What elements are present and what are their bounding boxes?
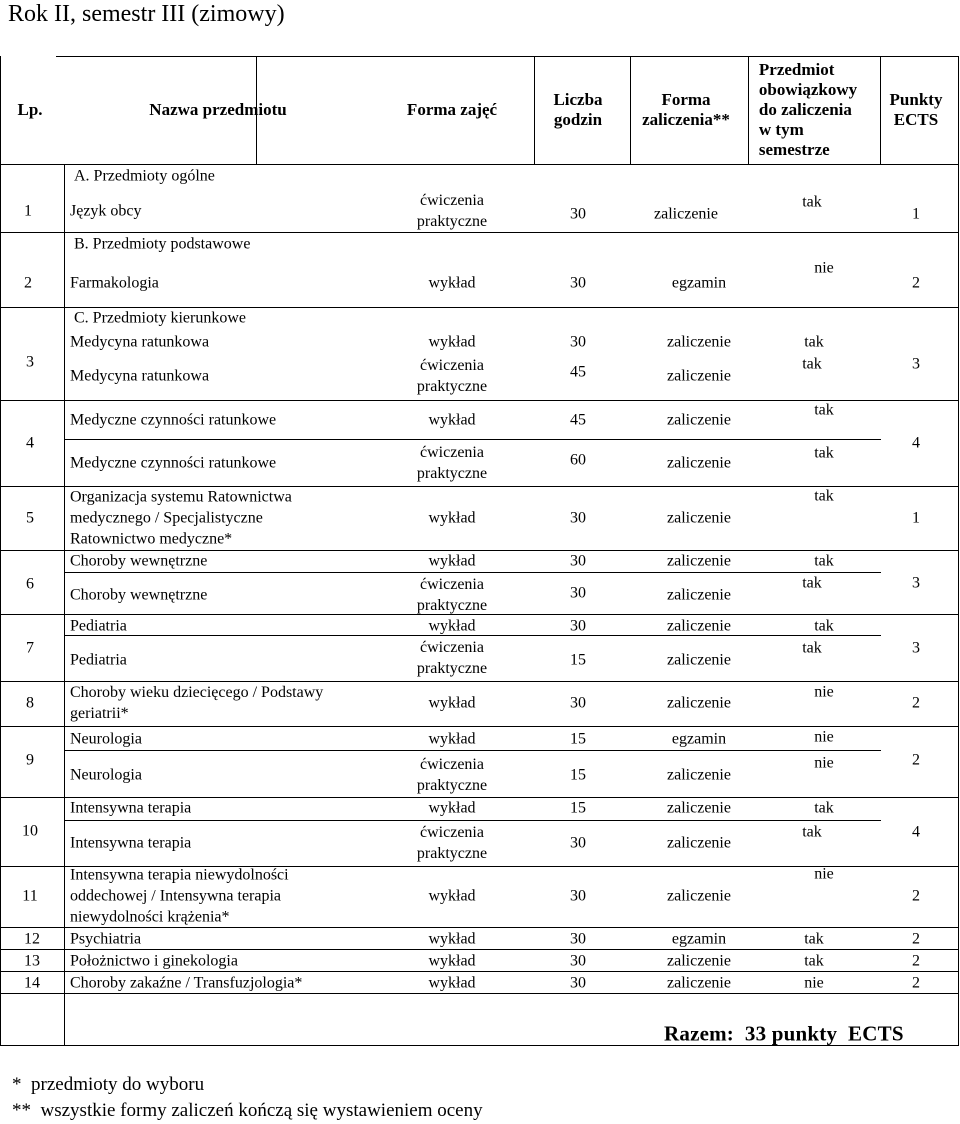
class-form: ćwiczenia praktyczne — [416, 824, 488, 862]
mandatory-flag: nie — [804, 974, 824, 992]
hours-count: 30 — [570, 694, 586, 712]
subject-name: Medyczne czynności ratunkowe — [70, 411, 277, 429]
grid-line — [534, 56, 535, 165]
grid-line — [64, 572, 881, 573]
mandatory-flag: tak — [814, 617, 834, 635]
row-number: 6 — [26, 575, 34, 593]
class-form: ćwiczenia praktyczne — [416, 639, 488, 677]
subject-name: Farmakologia — [70, 274, 159, 292]
credit-form: zaliczenie — [667, 552, 731, 570]
hours-count: 60 — [570, 451, 586, 469]
ects-points: 2 — [912, 952, 920, 970]
hours-count: 45 — [570, 363, 586, 381]
ects-points: 4 — [912, 823, 920, 841]
subject-name: Choroby wewnętrzne — [70, 586, 208, 604]
credit-form: zaliczenie — [667, 367, 731, 385]
grid-line — [0, 949, 959, 950]
mandatory-flag: nie — [814, 865, 834, 883]
ects-points: 2 — [912, 930, 920, 948]
header-form: Forma zajęć — [406, 100, 498, 119]
ects-points: 1 — [912, 205, 920, 223]
subject-name: Intensywna terapia — [70, 834, 192, 852]
ects-points: 2 — [912, 274, 920, 292]
row-number: 4 — [26, 434, 34, 452]
subject-name: Medycyna ratunkowa — [70, 333, 210, 351]
subject-name: Choroby wewnętrzne — [70, 552, 208, 570]
credit-form: zaliczenie — [667, 834, 731, 852]
row-number: 10 — [22, 822, 38, 840]
credit-form: zaliczenie — [667, 651, 731, 669]
class-form: wykład — [428, 730, 476, 748]
class-form: wykład — [428, 509, 476, 527]
mandatory-flag: tak — [804, 333, 824, 351]
row-number: 8 — [26, 694, 34, 712]
subject-name: Intensywna terapia niewydolności oddechowej / Intensywna terapia niewydolności krążenia* — [70, 866, 289, 926]
credit-form: zaliczenie — [667, 411, 731, 429]
class-form: wykład — [428, 411, 476, 429]
grid-line — [748, 56, 749, 165]
class-form: wykład — [428, 694, 476, 712]
credit-form: zaliczenie — [667, 333, 731, 351]
class-form: ćwiczenia praktyczne — [416, 444, 488, 482]
hours-count: 30 — [570, 274, 586, 292]
credit-form: zaliczenie — [667, 454, 731, 472]
hours-count: 45 — [570, 411, 586, 429]
class-form: wykład — [428, 930, 476, 948]
class-form: wykład — [428, 274, 476, 292]
class-form: wykład — [428, 887, 476, 905]
class-form: ćwiczenia praktyczne — [416, 576, 488, 614]
footnote-grading: ** wszystkie formy zaliczeń kończą się wystawieniem oceny — [12, 1100, 483, 1121]
class-form: ćwiczenia praktyczne — [416, 357, 488, 395]
ects-points: 3 — [912, 639, 920, 657]
mandatory-flag: nie — [814, 259, 834, 277]
footnote-elective: * przedmioty do wyboru — [12, 1074, 205, 1095]
credit-form: zaliczenie — [654, 205, 718, 223]
class-form: wykład — [428, 952, 476, 970]
mandatory-flag: tak — [802, 355, 822, 373]
class-form: wykład — [428, 552, 476, 570]
ects-points: 4 — [912, 434, 920, 452]
row-number: 12 — [24, 930, 40, 948]
grid-line — [56, 56, 959, 57]
class-form: ćwiczenia praktyczne — [416, 756, 488, 794]
row-number: 11 — [22, 887, 38, 905]
ects-points: 1 — [912, 509, 920, 527]
mandatory-flag: tak — [814, 487, 834, 505]
grid-line — [880, 56, 881, 165]
credit-form: zaliczenie — [667, 617, 731, 635]
credit-form: egzamin — [671, 274, 727, 292]
hours-count: 30 — [570, 333, 586, 351]
mandatory-flag: tak — [802, 639, 822, 657]
hours-count: 30 — [570, 584, 586, 602]
grid-line — [64, 439, 881, 440]
hours-count: 30 — [570, 974, 586, 992]
mandatory-flag: nie — [814, 754, 834, 772]
mandatory-flag: nie — [814, 728, 834, 746]
mandatory-flag: tak — [802, 823, 822, 841]
class-form: wykład — [428, 974, 476, 992]
credit-form: zaliczenie — [667, 887, 731, 905]
credit-form: egzamin — [671, 730, 727, 748]
mandatory-flag: tak — [802, 193, 822, 211]
class-form: wykład — [428, 617, 476, 635]
grid-line — [0, 232, 959, 233]
subject-name: Choroby wieku dziecięcego / Podstawy geriatrii* — [70, 684, 324, 722]
subject-name: Neurologia — [70, 730, 142, 748]
credit-form: zaliczenie — [667, 694, 731, 712]
ects-points: 2 — [912, 887, 920, 905]
subject-name: Medyczne czynności ratunkowe — [70, 454, 277, 472]
credit-form: zaliczenie — [667, 974, 731, 992]
section-heading: B. Przedmioty podstawowe — [74, 235, 251, 253]
subject-name: Choroby zakaźne / Transfuzjologia* — [70, 974, 303, 992]
subject-name: Intensywna terapia — [70, 799, 192, 817]
subject-name: Pediatria — [70, 617, 127, 635]
grid-line — [0, 993, 959, 994]
hours-count: 15 — [570, 651, 586, 669]
header-ects: Punkty ECTS — [889, 90, 943, 129]
hours-count: 30 — [570, 952, 586, 970]
mandatory-flag: tak — [804, 952, 824, 970]
row-number: 1 — [24, 202, 32, 220]
class-form: wykład — [428, 333, 476, 351]
subject-name: Organizacja systemu Ratownictwa medycznego / Specjalistyczne Ratownictwo medyczne* — [70, 488, 292, 548]
row-number: 5 — [26, 509, 34, 527]
credit-form: zaliczenie — [667, 586, 731, 604]
grid-line — [0, 56, 1, 1046]
row-number: 9 — [26, 751, 34, 769]
mandatory-flag: tak — [814, 444, 834, 462]
grid-line — [630, 56, 631, 165]
row-number: 7 — [26, 639, 34, 657]
hours-count: 15 — [570, 730, 586, 748]
mandatory-flag: tak — [814, 401, 834, 419]
class-form: wykład — [428, 799, 476, 817]
class-form: ćwiczenia praktyczne — [416, 192, 488, 230]
ects-points: 3 — [912, 574, 920, 592]
row-number: 13 — [24, 952, 40, 970]
hours-count: 15 — [570, 799, 586, 817]
credit-form: zaliczenie — [667, 952, 731, 970]
header-mandatory: Przedmiot obowiązkowy do zaliczenia w tym semestrze — [758, 60, 858, 159]
hours-count: 30 — [570, 617, 586, 635]
credit-form: zaliczenie — [667, 509, 731, 527]
mandatory-flag: tak — [814, 552, 834, 570]
header-credit: Forma zaliczenia** — [642, 90, 730, 129]
subject-name: Medycyna ratunkowa — [70, 367, 210, 385]
mandatory-flag: nie — [814, 683, 834, 701]
header-name: Nazwa przedmiotu — [149, 100, 287, 119]
header-lp: Lp. — [17, 100, 43, 119]
ects-points: 3 — [912, 355, 920, 373]
hours-count: 30 — [570, 205, 586, 223]
ects-points: 2 — [912, 751, 920, 769]
hours-count: 30 — [570, 930, 586, 948]
grid-line — [0, 164, 959, 165]
total-ects: Razem: 33 punkty ECTS — [664, 1021, 904, 1046]
row-number: 14 — [24, 974, 40, 992]
mandatory-flag: tak — [814, 799, 834, 817]
subject-name: Pediatria — [70, 651, 127, 669]
credit-form: zaliczenie — [667, 766, 731, 784]
grid-line — [64, 820, 881, 821]
hours-count: 30 — [570, 552, 586, 570]
hours-count: 15 — [570, 766, 586, 784]
header-hours: Liczba godzin — [553, 90, 603, 129]
row-number: 2 — [24, 274, 32, 292]
subject-name: Położnictwo i ginekologia — [70, 952, 238, 970]
credit-form: zaliczenie — [667, 799, 731, 817]
subject-name: Neurologia — [70, 766, 142, 784]
grid-line — [64, 750, 881, 751]
hours-count: 30 — [570, 887, 586, 905]
mandatory-flag: tak — [802, 574, 822, 592]
page-title: Rok II, semestr III (zimowy) — [8, 1, 285, 27]
hours-count: 30 — [570, 509, 586, 527]
grid-line — [958, 56, 959, 1046]
row-number: 3 — [26, 353, 34, 371]
grid-line — [0, 971, 959, 972]
ects-points: 2 — [912, 694, 920, 712]
credit-form: egzamin — [671, 930, 727, 948]
mandatory-flag: tak — [804, 930, 824, 948]
grid-line — [64, 164, 65, 1046]
subject-name: Język obcy — [70, 202, 142, 220]
section-heading: A. Przedmioty ogólne — [74, 167, 215, 185]
section-heading: C. Przedmioty kierunkowe — [74, 309, 246, 327]
hours-count: 30 — [570, 834, 586, 852]
subject-name: Psychiatria — [70, 930, 142, 948]
ects-points: 2 — [912, 974, 920, 992]
